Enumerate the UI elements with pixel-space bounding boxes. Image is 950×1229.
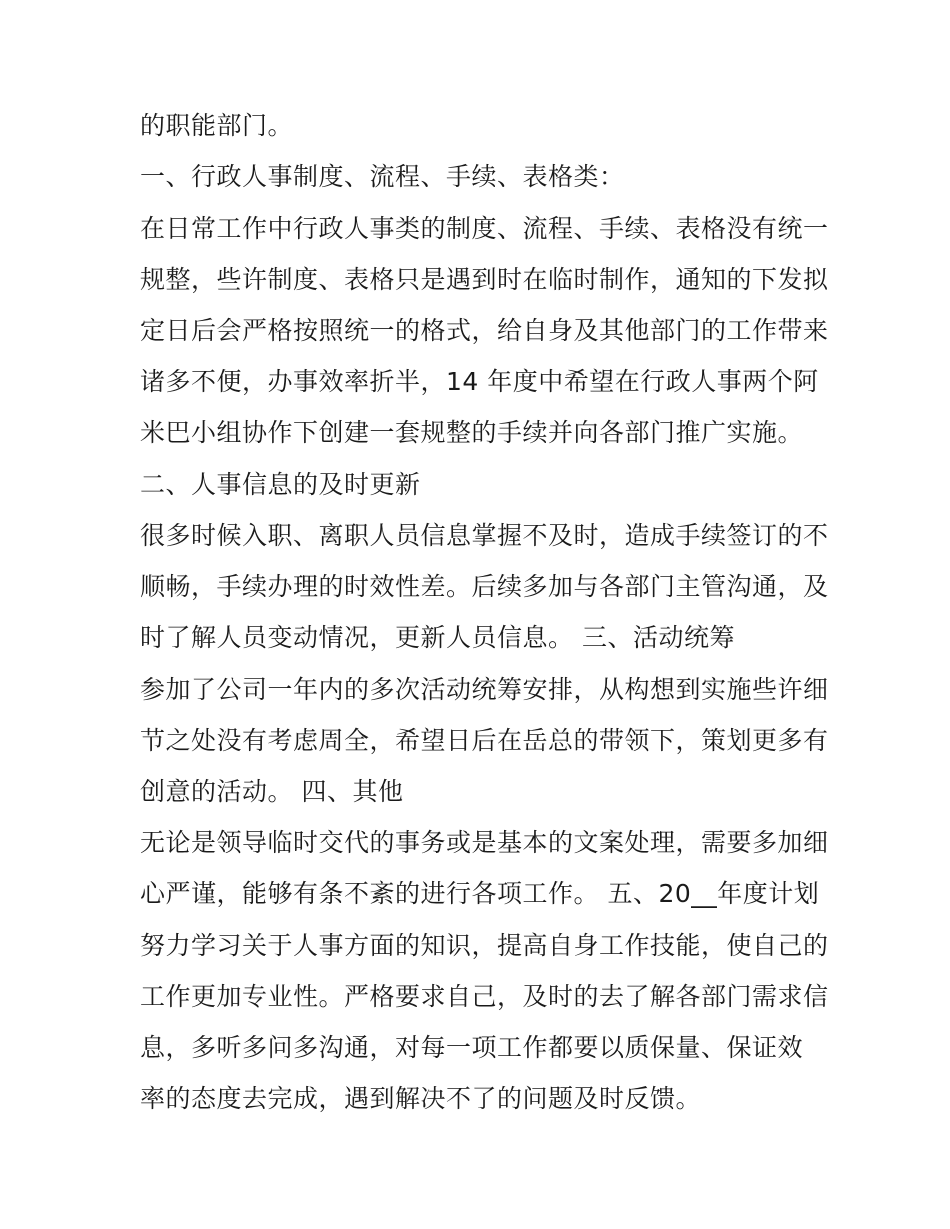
text-line: 节之处没有考虑周全，希望日后在岳总的带领下，策划更多有 <box>140 726 829 755</box>
text-line: 顺畅，手续办理的时效性差。后续多加与各部门主管沟通，及 <box>140 572 829 601</box>
text-line: 在日常工作中行政人事类的制度、流程、手续、表格没有统一 <box>140 214 829 243</box>
text-line: 工作更加专业性。严格要求自己，及时的去了解各部门需求信 <box>140 982 829 1011</box>
text-line: 定日后会严格按照统一的格式，给自身及其他部门的工作带来 <box>140 316 829 345</box>
text-line: 率的态度去完成，遇到解决不了的问题及时反馈。 <box>140 1084 702 1113</box>
text-line: 规整，些许制度、表格只是遇到时在临时制作，通知的下发拟 <box>140 265 829 294</box>
text-line: 很多时候入职、离职人员信息掌握不及时，造成手续签订的不 <box>140 521 829 550</box>
text-line: 参加了公司一年内的多次活动统筹安排，从构想到实施些许细 <box>140 675 829 704</box>
text-line: 无论是领导临时交代的事务或是基本的文案处理，需要多加细 <box>140 828 829 857</box>
text-line: 创意的活动。 四、其他 <box>140 777 404 806</box>
text-line: 的职能部门。 <box>140 111 294 140</box>
text-line: 诸多不便，办事效率折半，14 年度中希望在行政人事两个阿 <box>140 367 819 396</box>
text-line: 时了解人员变动情况，更新人员信息。 三、活动统筹 <box>140 623 735 652</box>
text-line: 息，多听多问多沟通，对每一项工作都要以质保量、保证效 <box>140 1033 804 1062</box>
text-line: 努力学习关于人事方面的知识，提高自身工作技能，使自己的 <box>140 931 829 960</box>
section-heading: 二、人事信息的及时更新 <box>140 470 421 499</box>
text-line: 米巴小组协作下创建一套规整的手续并向各部门推广实施。 <box>140 418 804 447</box>
text-line: 心严谨，能够有条不紊的进行各项工作。 五、20__年度计划 <box>140 879 820 908</box>
section-heading: 一、行政人事制度、流程、手续、表格类： <box>140 162 625 191</box>
